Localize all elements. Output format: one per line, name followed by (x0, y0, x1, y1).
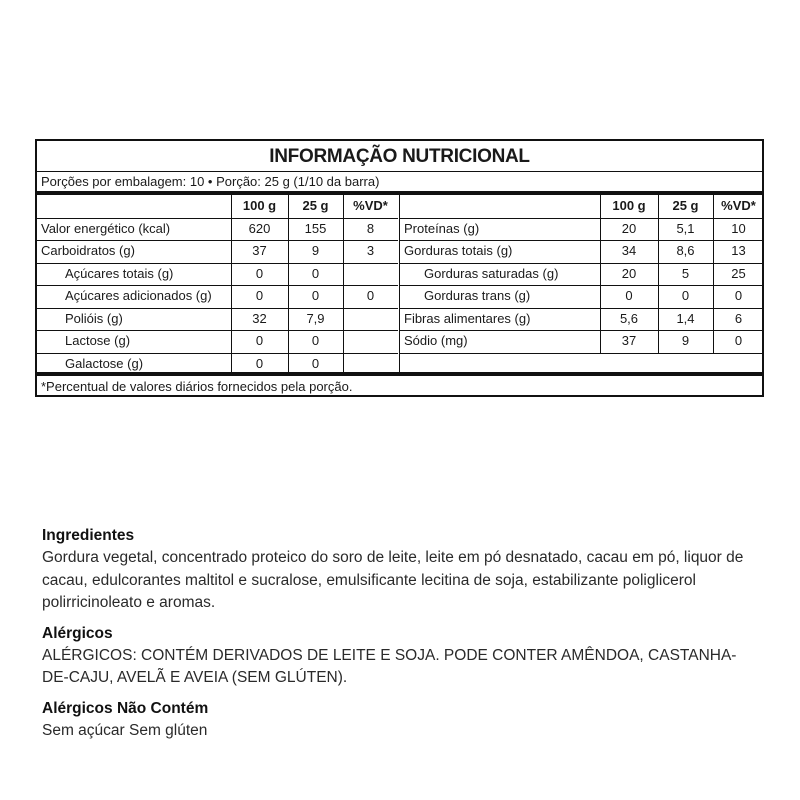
right-header-0: 100 g (612, 198, 646, 213)
right-row-v25: 1,4 (676, 310, 695, 326)
right-row-v100: 34 (621, 243, 637, 258)
right-row-v25: 5 (681, 265, 690, 281)
right-row-v25: 0 (681, 288, 690, 303)
left-row-v25: 0 (311, 355, 320, 371)
nutrition-footnote: *Percentual de valores diários fornecidos pela porção. (41, 379, 353, 394)
right-row-label: Gorduras saturadas (g) (424, 265, 559, 281)
left-row-v100: 0 (255, 288, 264, 303)
right-col-rule-2 (713, 195, 714, 353)
nutrition-title: INFORMAÇÃO NUTRICIONAL (269, 146, 530, 167)
left-row-v100: 0 (255, 265, 264, 281)
right-row-label: Fibras alimentares (g) (404, 310, 531, 326)
left-row-vd (343, 263, 398, 285)
allergens-heading: Alérgicos (42, 624, 113, 642)
left-header-0: 100 g (242, 198, 277, 213)
right-col-rule-1 (658, 195, 659, 353)
right-row-v100: 0 (625, 288, 633, 303)
left-row-v25: 0 (311, 265, 320, 281)
right-row-vd: 13 (731, 243, 746, 258)
left-row-label: Valor energético (kcal) (41, 220, 171, 236)
left-row-v25: 7,9 (306, 310, 325, 326)
nutrition-facts-panel (35, 139, 764, 397)
right-row-v25: 5,1 (676, 220, 695, 236)
free-from-section (42, 698, 762, 743)
left-row-vd: 3 (366, 243, 375, 258)
right-col-rule-0 (600, 195, 601, 353)
left-row-vd (343, 330, 398, 352)
allergens-text: ALÉRGICOS: CONTÉM DERIVADOS DE LEITE E SOJA. PODE CONTER AMÊNDOA, CASTANHA-DE-CAJU, AVELÃ E AVEIA (SEM GLÚTEN). (42, 646, 737, 686)
right-row-vd: 6 (734, 310, 743, 326)
right-row-v100: 37 (621, 333, 637, 348)
left-row-label: Açúcares adicionados (g) (65, 288, 212, 303)
right-row-vd: 0 (734, 288, 743, 303)
ingredients-section (42, 525, 762, 615)
right-row-label: Gorduras totais (g) (404, 243, 513, 258)
left-row-v25: 0 (311, 288, 320, 303)
right-row-label: Sódio (mg) (404, 333, 468, 348)
left-row-label: Galactose (g) (65, 355, 144, 371)
left-row-vd: 8 (366, 220, 375, 236)
right-row-rule (400, 353, 764, 354)
allergens-section (42, 623, 762, 690)
left-row-vd (343, 308, 398, 330)
left-col-rule-0 (231, 195, 232, 375)
left-row-v25: 9 (311, 243, 320, 258)
left-row-label: Carboidratos (g) (41, 243, 135, 258)
left-col-rule-1 (288, 195, 289, 375)
right-header-2: %VD* (721, 198, 756, 213)
left-row-label: Polióis (g) (65, 310, 123, 326)
right-header-1: 25 g (672, 198, 699, 213)
left-row-v25: 155 (304, 220, 327, 236)
right-row-vd: 10 (731, 220, 746, 236)
product-info (42, 525, 762, 750)
right-row-vd: 0 (734, 333, 743, 348)
right-row-v100: 20 (621, 220, 637, 236)
free-from-heading: Alérgicos Não Contém (42, 699, 209, 717)
left-col-rule-2 (343, 195, 344, 375)
free-from-text: Sem açúcar Sem glúten (42, 721, 208, 739)
left-row-v100: 0 (255, 333, 264, 348)
ingredients-text: Gordura vegetal, concentrado proteico do soro de leite, leite em pó desnatado, cacau em pó, liquor de cacau, edulcorantes maltitol e sucralose, emulsificante lecitina de soja, estabilizante poliglicerol polirricinoleato e aromas. (42, 549, 744, 611)
center-divider (399, 195, 400, 372)
left-header-1: 25 g (302, 198, 329, 213)
left-row-v100: 32 (252, 310, 267, 326)
left-row-v100: 0 (255, 355, 264, 371)
left-row-v25: 0 (311, 333, 320, 348)
right-row-v100: 5,6 (619, 310, 639, 326)
left-row-v100: 620 (248, 220, 271, 236)
right-row-label: Proteínas (g) (404, 220, 480, 236)
left-row-label: Lactose (g) (65, 333, 131, 348)
right-row-v25: 8,6 (676, 243, 695, 258)
left-row-vd: 0 (366, 288, 375, 303)
right-row-v100: 20 (621, 265, 637, 281)
right-row-v25: 9 (681, 333, 690, 348)
right-row-vd: 25 (731, 265, 746, 281)
right-row-label: Gorduras trans (g) (424, 288, 531, 303)
left-row-v100: 37 (252, 243, 267, 258)
portion-info: Porções por embalagem: 10 • Porção: 25 g (1/10 da barra) (37, 171, 762, 191)
ingredients-heading: Ingredientes (42, 527, 135, 544)
left-row-label: Açúcares totais (g) (65, 265, 174, 281)
left-header-2: %VD* (353, 198, 388, 213)
